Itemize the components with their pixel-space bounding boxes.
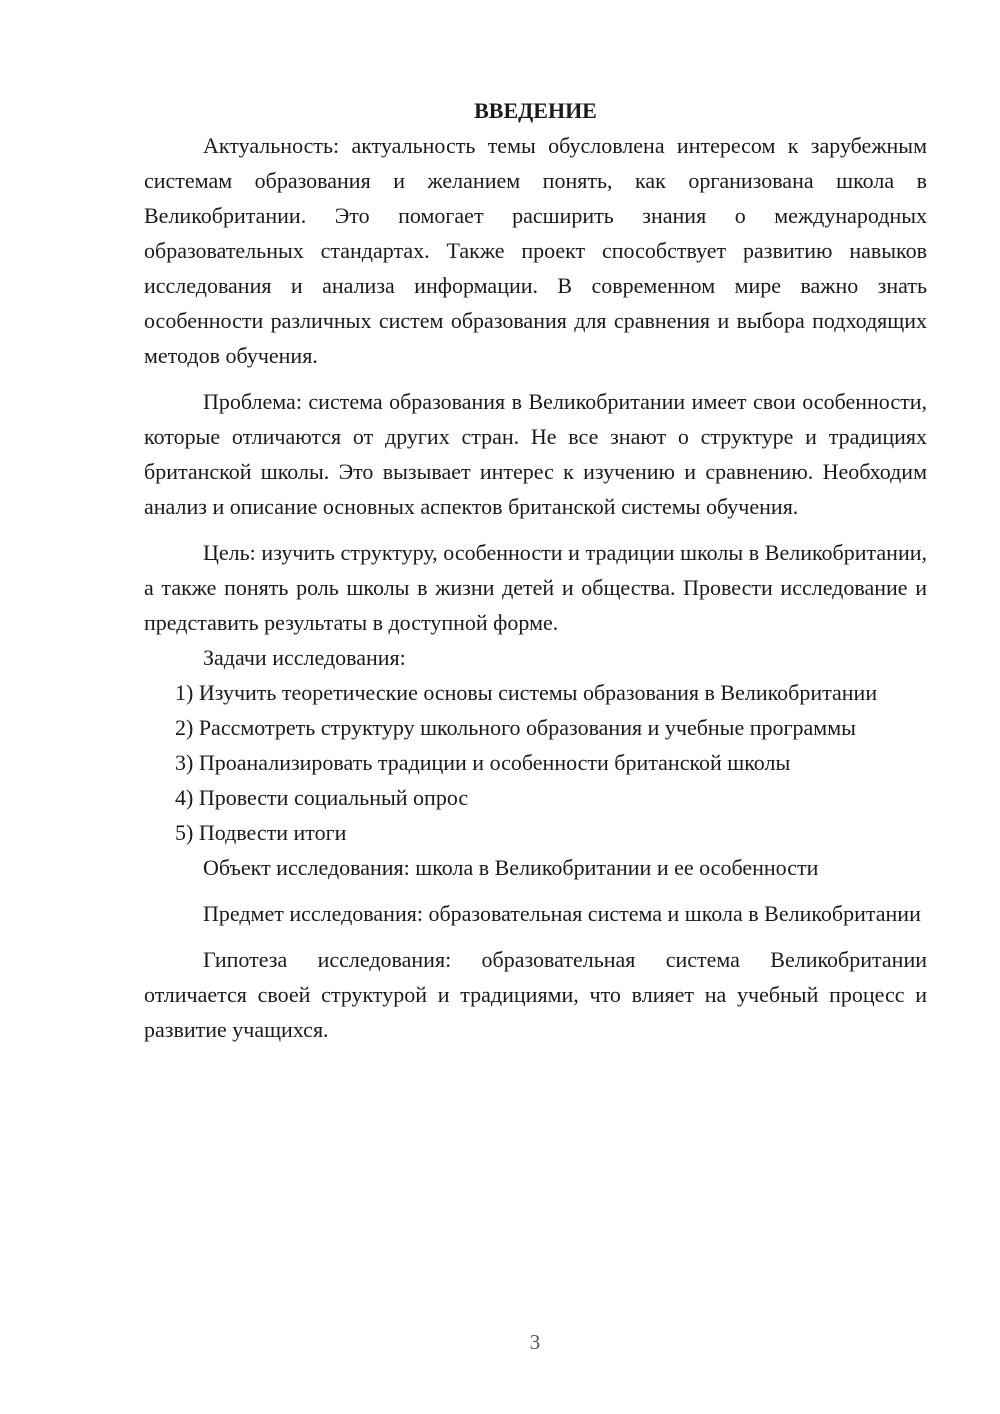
task-item-4: 4) Провести социальный опрос [175, 785, 469, 810]
page-title: ВВЕДЕНИЕ [474, 98, 597, 123]
problem-paragraph: Проблема: система образования в Великобритании имеет свои особенности, которые отличаются от других стран. Не все знают о структуре и традициях британской школы. Это вызывает интерес к изучению и сравнению. Необходим анализ и описание основных аспектов британской системы обучения. [144, 389, 927, 519]
object-paragraph: Объект исследования: школа в Великобритании и ее особенности [203, 855, 819, 880]
hypothesis-paragraph: Гипотеза исследования: образовательная система Великобритании отличается своей структурой и традициями, что влияет на учебный процесс и развитие учащихся. [144, 947, 927, 1042]
goal-paragraph: Цель: изучить структуру, особенности и традиции школы в Великобритании, а также понять роль школы в жизни детей и общества. Провести исследование и представить результаты в доступной форме. [144, 540, 927, 635]
task-item-2: 2) Рассмотреть структуру школьного образования и учебные программы [175, 715, 856, 740]
subject-paragraph: Предмет исследования: образовательная система и школа в Великобритании [203, 901, 921, 926]
task-item-5: 5) Подвести итоги [175, 820, 347, 845]
relevance-paragraph: Актуальность: актуальность темы обусловлена интересом к зарубежным системам образования и желанием понять, как организована школа в Великобритании. Это помогает расширить знания о международных образовательных стандартах. Также проект способствует развитию навыков исследования и анализа информации. В современном мире важно знать особенности различных систем образования для сравнения и выбора подходящих методов обучения. [144, 133, 927, 368]
document-body [144, 92, 927, 1047]
page-number: 3 [529, 1330, 541, 1354]
task-item-1: 1) Изучить теоретические основы системы образования в Великобритании [175, 680, 878, 705]
tasks-heading: Задачи исследования: [203, 645, 406, 670]
task-item-3: 3) Проанализировать традиции и особенности британской школы [175, 750, 791, 775]
